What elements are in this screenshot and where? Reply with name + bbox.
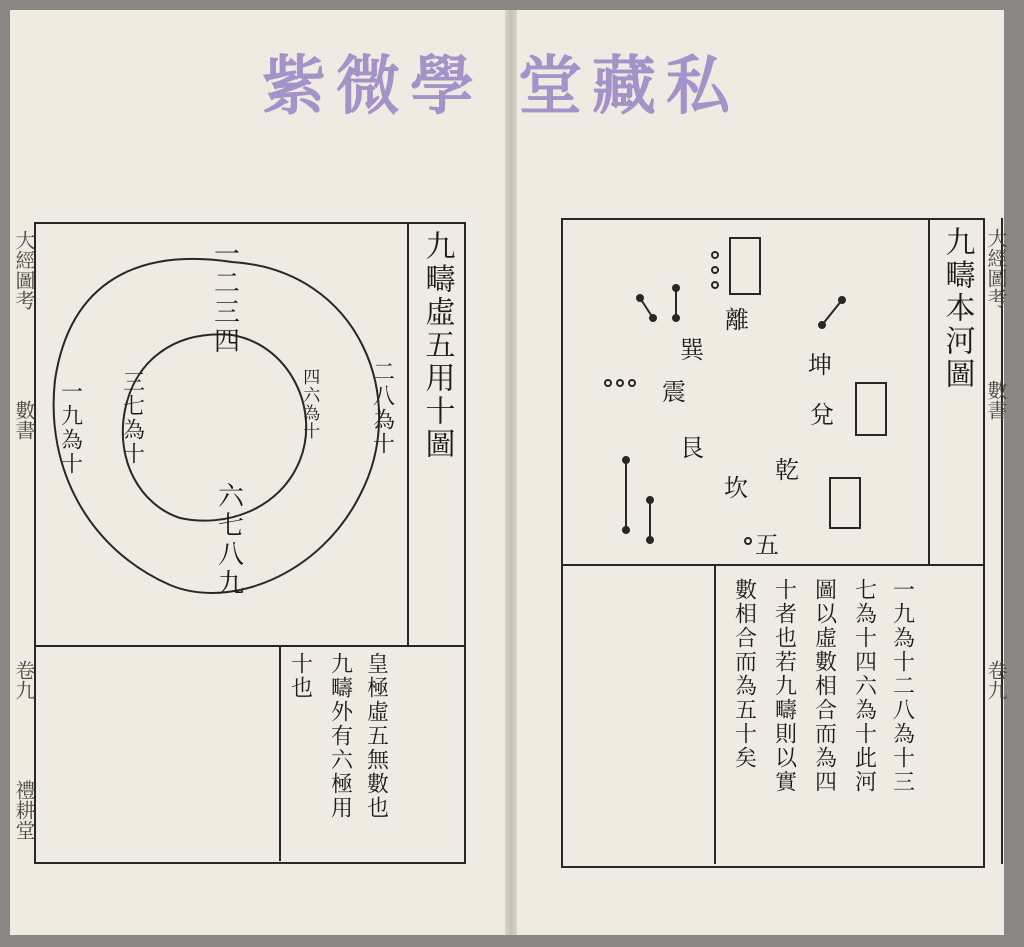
inner-ring-left-label: 三七為十 <box>119 370 145 466</box>
right-commentary-col-5: 數相合而為五十矣 <box>731 578 757 770</box>
left-commentary-col-2: 九疇外有六極用 <box>327 652 353 820</box>
right-commentary-col-3: 圖以虛數相合而為四 <box>811 578 837 794</box>
left-edge-volume: 卷九 <box>12 660 36 700</box>
label-kan: 坎 <box>724 474 748 502</box>
left-diagram-title: 九疇虛五用十圖 <box>419 230 455 461</box>
left-edge-title: 大經圖考 <box>12 230 36 310</box>
left-edge-section: 數書 <box>12 400 36 440</box>
right-commentary-col-2: 七為十四六為十此河 <box>851 578 877 794</box>
collector-stamp-right: 堂藏私 <box>518 49 740 124</box>
right-diagram-title: 九疇本河圖 <box>939 226 975 391</box>
left-commentary-col-1: 皇極虛五無數也 <box>363 652 389 820</box>
right-edge-title: 大經圖考 <box>984 228 1008 308</box>
label-center-five: 五 <box>755 531 779 559</box>
outer-ring-right-label: 二八為十 <box>369 360 395 456</box>
left-edge-publisher: 禮耕堂 <box>12 780 36 840</box>
right-commentary-col-4: 十者也若九疇則以實 <box>771 578 797 794</box>
outer-ring-bottom: 六七八九 <box>213 482 244 598</box>
outer-ring-left-label: 一九為十 <box>57 380 83 476</box>
label-qian: 乾 <box>775 456 799 484</box>
left-commentary-col-3: 十也 <box>287 652 313 700</box>
outer-ring-top: 一二三四 <box>209 240 240 356</box>
right-edge-volume: 卷九 <box>984 660 1008 700</box>
collector-stamp-left: 紫微學 <box>262 49 484 124</box>
right-commentary-col-1: 一九為十二八為十三 <box>889 578 915 794</box>
label-kun: 坤 <box>808 351 832 379</box>
label-li: 離 <box>725 306 749 334</box>
label-zhen: 震 <box>662 378 686 406</box>
right-edge-section: 數書 <box>984 380 1008 420</box>
label-gen: 艮 <box>680 434 704 462</box>
label-xun: 巽 <box>680 336 704 364</box>
inner-ring-right-label: 四六為十 <box>299 368 320 440</box>
label-dui: 兌 <box>810 401 834 429</box>
